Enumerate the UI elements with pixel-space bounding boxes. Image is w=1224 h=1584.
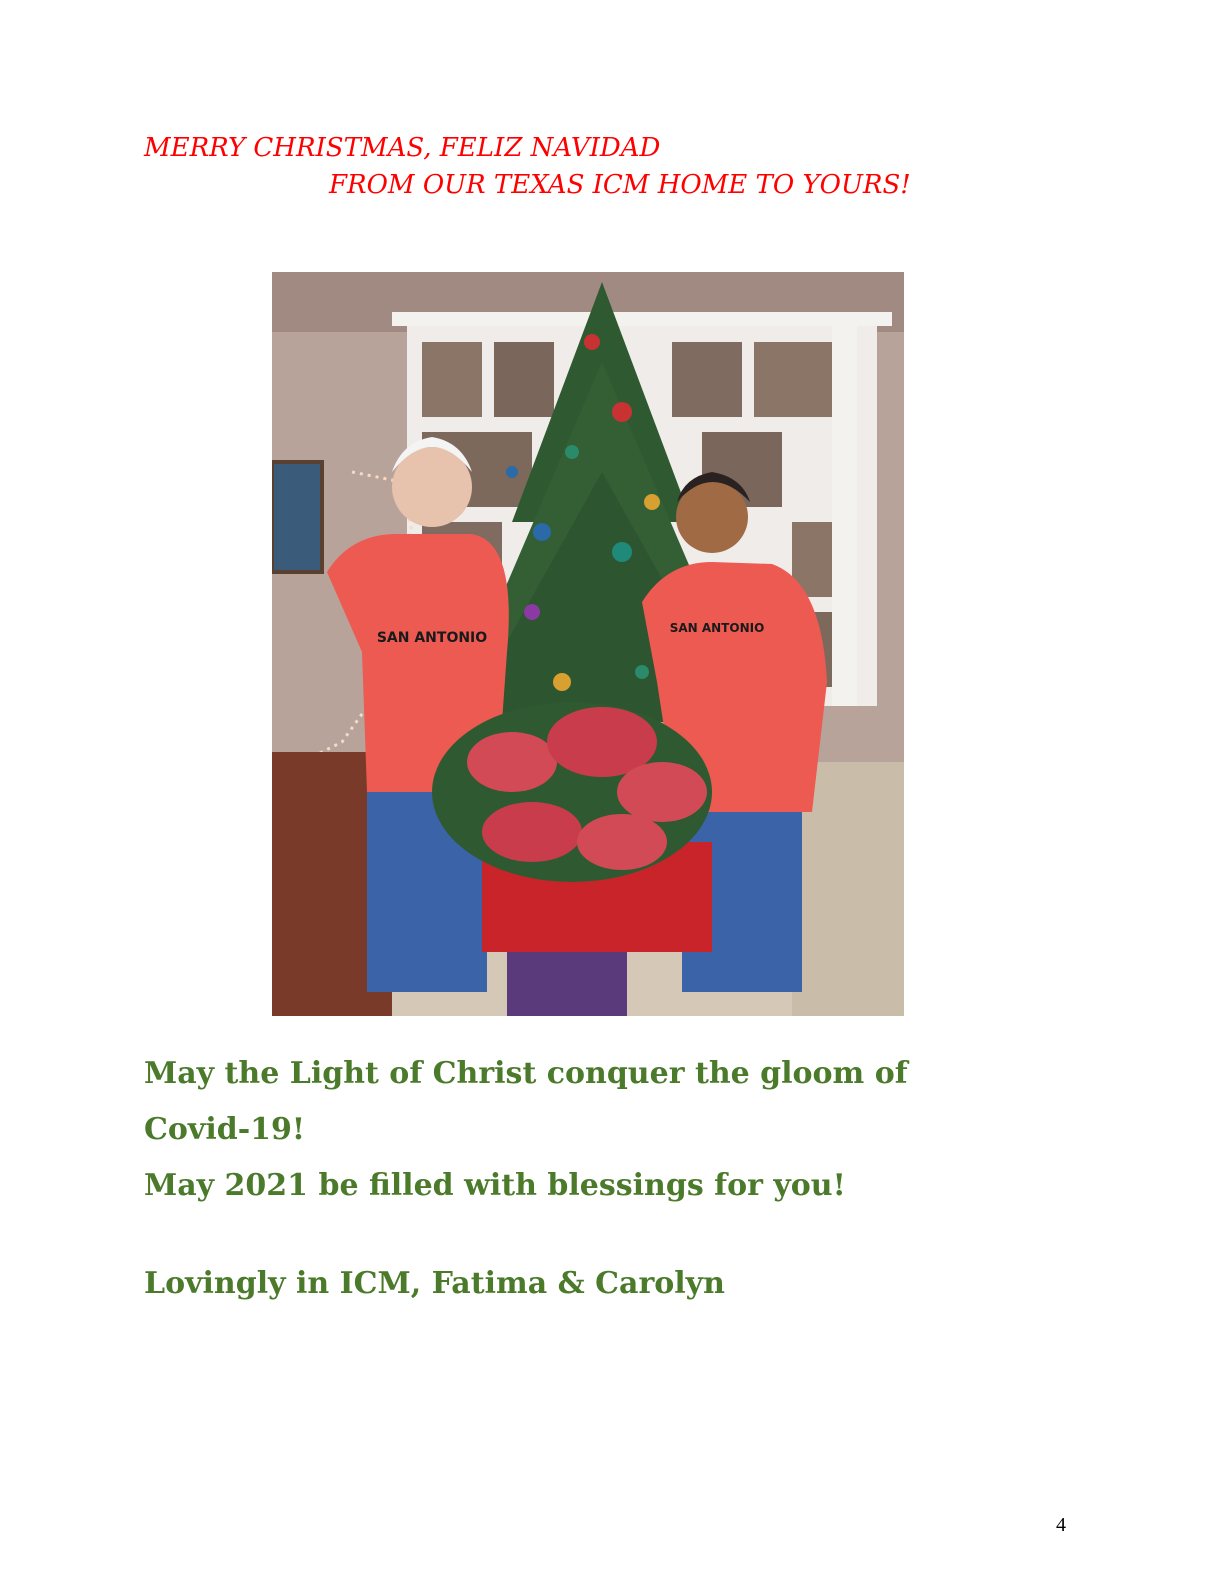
left-shirt-text: SAN ANTONIO [376, 630, 488, 646]
signature: Lovingly in ICM, Fatima & Carolyn [144, 1266, 725, 1301]
message-line-2: Covid-19! [144, 1112, 306, 1147]
message-line-3: May 2021 be filled with blessings for you! [144, 1168, 846, 1203]
christmas-photo [272, 272, 904, 1016]
message-line-1: May the Light of Christ conquer the gloom of [144, 1056, 908, 1091]
greeting-line-2: FROM OUR TEXAS ICM HOME TO YOURS! [329, 170, 911, 200]
page-number: 4 [1056, 1514, 1066, 1536]
right-shirt-text: SAN ANTONIO [669, 621, 765, 635]
greeting-line-1: MERRY CHRISTMAS, FELIZ NAVIDAD [144, 133, 661, 163]
